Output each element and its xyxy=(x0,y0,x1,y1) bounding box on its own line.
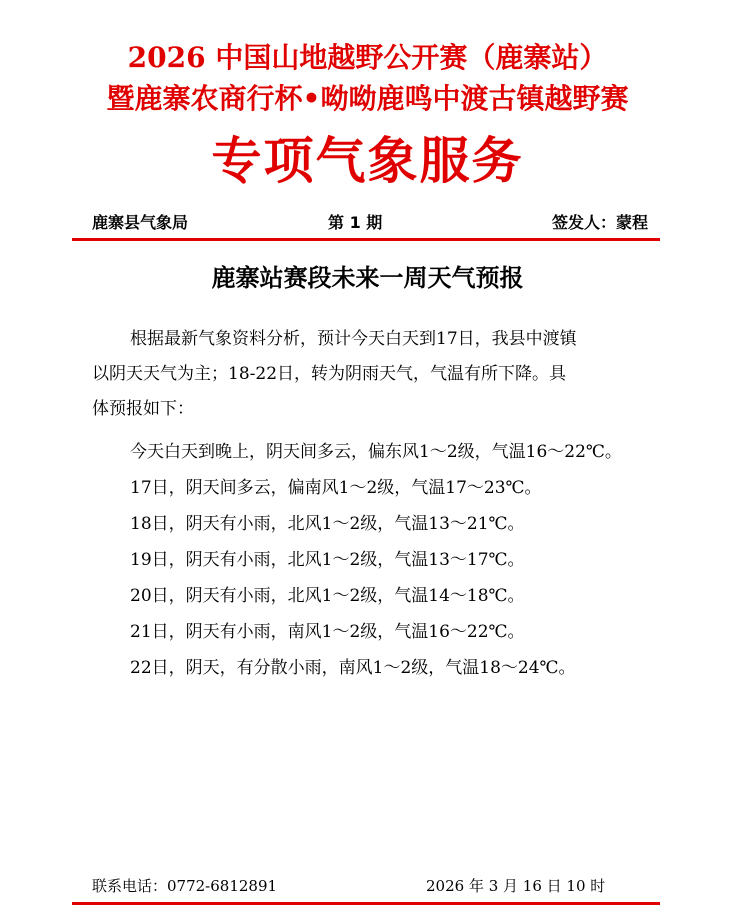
forecast-item: 20日，阴天有小雨，北风1～2级，气温14～18℃。 xyxy=(130,586,525,606)
issue-datetime: 2026 年 3 月 16 日 10 时 xyxy=(426,877,606,895)
report-title: 鹿寨站赛段未来一周天气预报 xyxy=(211,264,524,292)
intro-line: 以阴天天气为主；18-22日，转为阴雨天气，气温有所下降。具 xyxy=(92,364,567,384)
header-title-line-2: 暨鹿寨农商行杯•呦呦鹿鸣中渡古镇越野赛 xyxy=(106,82,629,115)
issue-number: 第 1 期 xyxy=(328,213,383,232)
forecast-list xyxy=(130,434,670,686)
contact-phone: 联系电话：0772-6812891 xyxy=(92,877,278,895)
header-service-title: 专项气象服务 xyxy=(211,132,524,190)
forecast-item: 今天白天到晚上，阴天间多云，偏东风1～2级，气温16～22℃。 xyxy=(130,442,622,462)
intro-line: 根据最新气象资料分析，预计今天白天到17日，我县中渡镇 xyxy=(130,329,577,349)
signer: 签发人：蒙程 xyxy=(551,213,648,232)
intro-line: 体预报如下： xyxy=(92,399,194,419)
forecast-item: 21日，阴天有小雨，南风1～2级，气温16～22℃。 xyxy=(130,622,525,642)
intro-paragraph xyxy=(92,322,648,427)
header-title-line-1: 2026 中国山地越野公开赛（鹿寨站） xyxy=(127,41,608,74)
footer xyxy=(92,874,648,898)
forecast-item: 19日，阴天有小雨，北风1～2级，气温13～17℃。 xyxy=(130,550,525,570)
issuing-organization: 鹿寨县气象局 xyxy=(92,213,189,232)
forecast-item: 18日，阴天有小雨，北风1～2级，气温13～21℃。 xyxy=(130,514,525,534)
top-red-divider xyxy=(72,238,660,241)
issue-meta-row xyxy=(92,210,648,236)
forecast-item: 17日，阴天间多云，偏南风1～2级，气温17～23℃。 xyxy=(130,478,542,498)
forecast-item: 22日，阴天，有分散小雨，南风1～2级，气温18～24℃。 xyxy=(130,658,576,678)
bottom-red-divider xyxy=(72,902,660,905)
